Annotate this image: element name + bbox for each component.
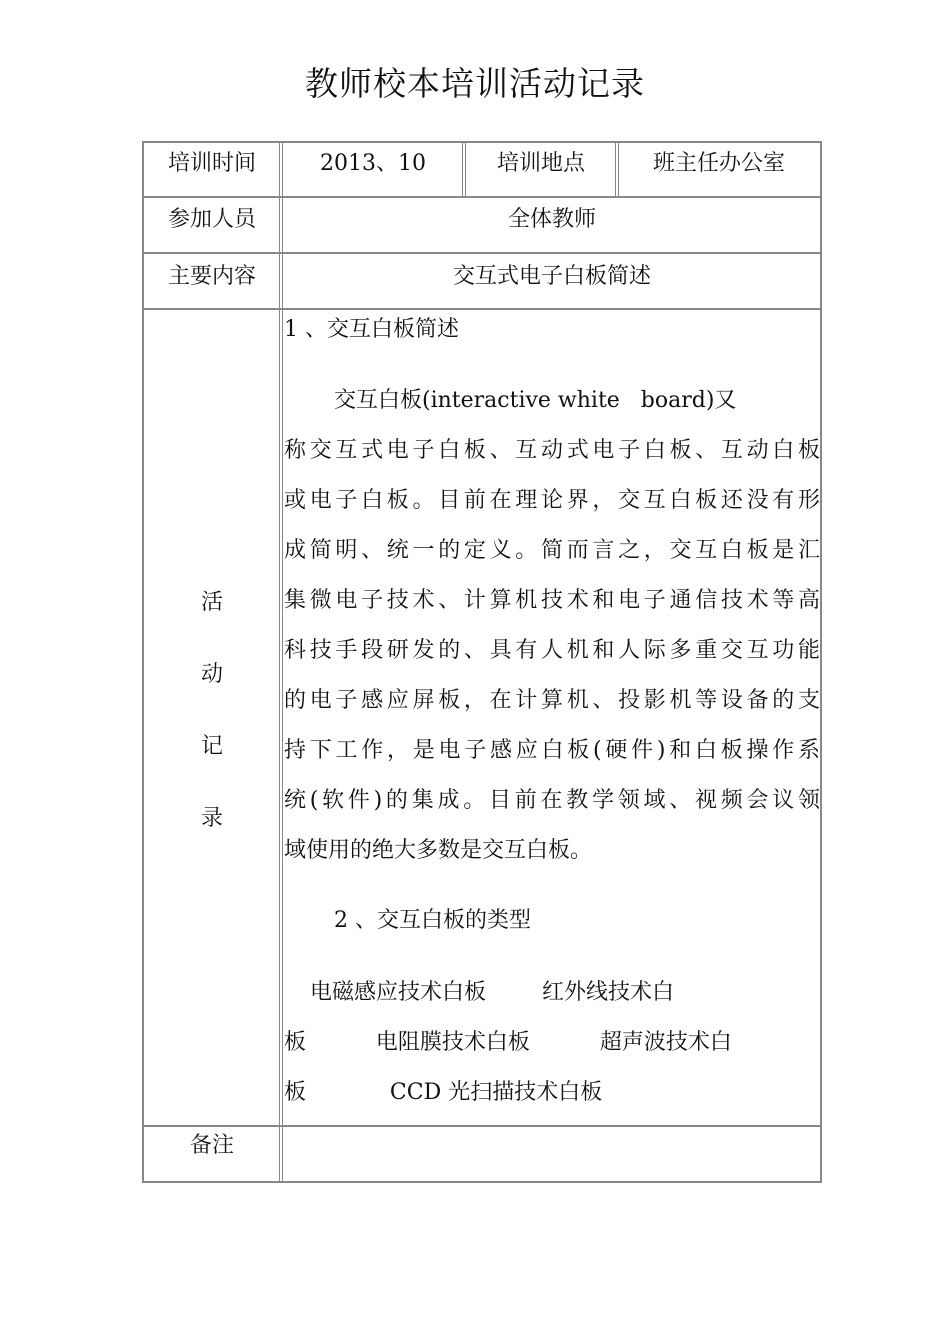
notes-label: 备注 [189,1133,234,1158]
record-heading-1: 1 、交互白板简述 [284,317,459,342]
types-line: 板 CCD 光扫描技术白板 [284,1080,603,1105]
table-border-bottom [142,1181,822,1183]
para1-line: 称交互式电子白板、互动式电子白板、互动白板 [284,438,820,463]
record-label-char-2: 动 [200,662,223,687]
participants-value: 全体教师 [507,207,596,232]
training-time-value: 2013、10 [320,151,426,176]
training-time-label: 培训时间 [167,151,256,176]
table-divider-r1a [462,141,463,198]
para1-line: 或电子白板。目前在理论界，交互白板还没有形 [284,488,820,513]
record-label-char-3: 记 [200,734,223,759]
table-row-line-4 [142,1125,822,1127]
training-place-label: 培训地点 [496,151,585,176]
para1-line: 统(软件)的集成。目前在教学领域、视频会议领 [284,788,820,813]
para1-line: 科技手段研发的、具有人机和人际多重交互功能 [284,638,820,663]
para1-line: 交互白板(interactive white board)又 [334,388,737,413]
table-row-line-2 [142,252,822,254]
record-body [284,310,820,1125]
table-border-right [820,141,822,1183]
para1-line: 集微电子技术、计算机技术和电子通信技术等高 [284,588,820,613]
para1-line: 持下工作，是电子感应白板(硬件)和白板操作系 [284,738,820,763]
para1-line: 域使用的绝大多数是交互白板。 [284,838,593,863]
record-label-char-4: 录 [200,806,223,831]
table-border-top [142,141,822,143]
record-heading-2: 2 、交互白板的类型 [334,908,531,933]
types-line: 板 电阻膜技术白板 超声波技术白 [284,1030,732,1055]
para1-line: 成简明、统一的定义。简而言之，交互白板是汇 [284,538,820,563]
participants-label: 参加人员 [167,207,256,232]
para1-line: 的电子感应屏板，在计算机、投影机等设备的支 [284,688,820,713]
table-divider-label-2 [282,141,283,1183]
record-label-char-1: 活 [200,590,223,615]
table-row-line-1 [142,196,822,198]
content-label: 主要内容 [167,264,256,289]
types-line: 电磁感应技术白板 红外线技术白 [310,980,674,1005]
page-title: 教师校本培训活动记录 [305,64,645,103]
content-value: 交互式电子白板简述 [452,264,651,289]
training-place-value: 班主任办公室 [652,151,785,176]
